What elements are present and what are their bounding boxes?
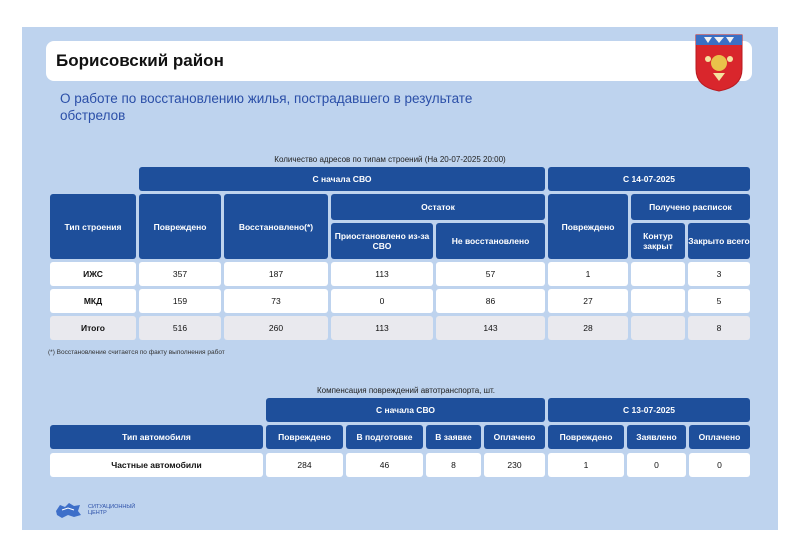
- housing-row-type: МКД: [50, 289, 136, 313]
- group-since-date: С 14-07-2025: [548, 167, 750, 191]
- housing-cell: 187: [224, 262, 328, 286]
- col-receipts: Получено расписок: [631, 194, 750, 220]
- housing-total-cell: 8: [688, 316, 750, 340]
- col-closed-total: Закрыто всего: [688, 223, 750, 259]
- housing-cell: 86: [436, 289, 545, 313]
- housing-cell: 113: [331, 262, 433, 286]
- col-contour-closed: Контур закрыт: [631, 223, 685, 259]
- col-restored: Восстановлено(*): [224, 194, 328, 259]
- group-since-svo: С начала СВО: [139, 167, 545, 191]
- col-in-preparation: В подготовке: [346, 425, 423, 449]
- borisovka-coat-of-arms-icon: [694, 33, 744, 93]
- col-suspended: Приостановлено из-за СВО: [331, 223, 433, 259]
- vehicles-group-since-svo: С начала СВО: [266, 398, 545, 422]
- situation-center-logo: [54, 501, 135, 519]
- housing-total-cell: 113: [331, 316, 433, 340]
- housing-total-cell: 516: [139, 316, 221, 340]
- housing-cell: 159: [139, 289, 221, 313]
- housing-total-cell: [631, 316, 685, 340]
- vehicles-row-type: Частные автомобили: [50, 453, 263, 477]
- housing-cell: 357: [139, 262, 221, 286]
- page-title: Борисовский район: [56, 51, 224, 70]
- footnote: (*) Восстановление считается по факту выполнения работ: [48, 349, 225, 356]
- housing-cell: 3: [688, 262, 750, 286]
- vehicles-group-since-date: С 13-07-2025: [548, 398, 750, 422]
- slide: [22, 27, 778, 530]
- housing-caption: Количество адресов по типам строений (На 20-07-2025 20:00): [274, 155, 506, 164]
- logo-line-1: СИТУАЦИОННЫЙ: [88, 503, 136, 510]
- col-in-application: В заявке: [426, 425, 481, 449]
- housing-cell: 0: [331, 289, 433, 313]
- logo-line-2: ЦЕНТР: [88, 510, 107, 516]
- vehicles-cell: 8: [426, 453, 481, 477]
- page-subtitle: О работе по восстановлению жилья, пострадавшего в результате обстрелов: [60, 91, 473, 123]
- col-vehicle-damaged-recent: Повреждено: [548, 425, 624, 449]
- col-paid: Оплачено: [484, 425, 545, 449]
- col-damaged-recent: Повреждено: [548, 194, 628, 259]
- vehicles-cell: 0: [689, 453, 750, 477]
- col-remaining: Остаток: [331, 194, 545, 220]
- housing-cell: [631, 262, 685, 286]
- housing-total-cell: 28: [548, 316, 628, 340]
- housing-row-type: ИЖС: [50, 262, 136, 286]
- housing-cell: 73: [224, 289, 328, 313]
- vehicles-cell: 284: [266, 453, 343, 477]
- vehicles-cell: 46: [346, 453, 423, 477]
- col-vehicle-damaged: Повреждено: [266, 425, 343, 449]
- vehicles-cell: 230: [484, 453, 545, 477]
- housing-total-cell: 260: [224, 316, 328, 340]
- housing-cell: 27: [548, 289, 628, 313]
- housing-cell: [631, 289, 685, 313]
- vehicles-cell: 1: [548, 453, 624, 477]
- col-building-type: Тип строения: [50, 194, 136, 259]
- col-paid-recent: Оплачено: [689, 425, 750, 449]
- vehicles-caption: Компенсация повреждений автотранспорта, шт.: [316, 386, 496, 395]
- housing-total-type: Итого: [50, 316, 136, 340]
- situation-center-logo-icon: [54, 501, 82, 519]
- col-vehicle-type: Тип автомобиля: [50, 425, 263, 449]
- housing-cell: 5: [688, 289, 750, 313]
- housing-cell: 1: [548, 262, 628, 286]
- housing-cell: 57: [436, 262, 545, 286]
- col-damaged: Повреждено: [139, 194, 221, 259]
- col-applied: Заявлено: [627, 425, 686, 449]
- vehicles-cell: 0: [627, 453, 686, 477]
- col-not-restored: Не восстановлено: [436, 223, 545, 259]
- housing-total-cell: 143: [436, 316, 545, 340]
